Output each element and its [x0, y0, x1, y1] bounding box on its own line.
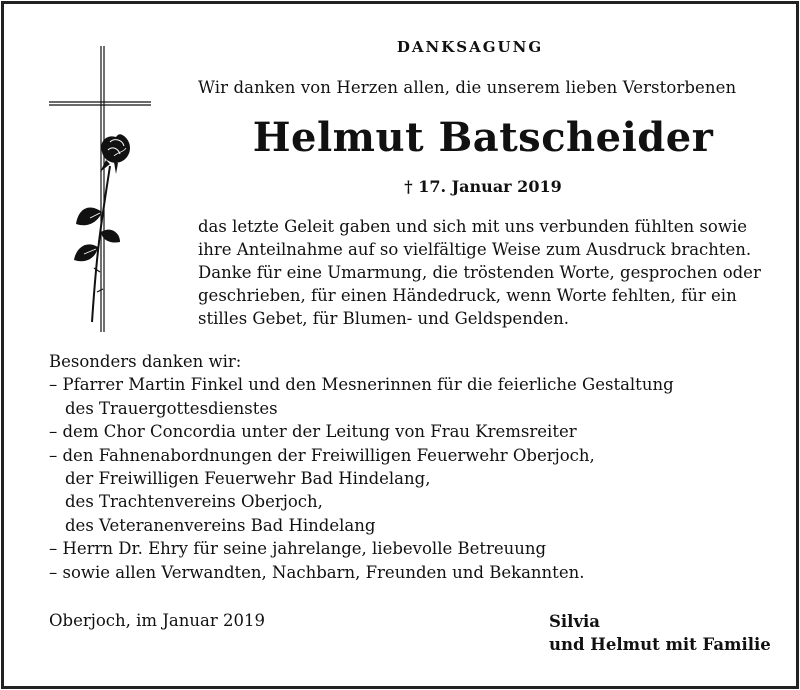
special-thanks-section	[49, 350, 769, 584]
obituary-notice	[1, 1, 799, 689]
thanks-line: stilles Gebet, für Blumen- und Geldspenden.	[198, 309, 570, 328]
signature-line: Silvia	[549, 612, 600, 631]
special-thanks-item: – Pfarrer Martin Finkel und den Mesnerinnen für die feierliche Gestaltung	[49, 375, 674, 395]
thanks-line: geschrieben, für einen Händedruck, wenn Worte fehlten, für ein	[198, 286, 737, 305]
special-thanks-item-continuation: der Freiwilligen Feuerwehr Bad Hindelang,	[65, 469, 431, 489]
special-thanks-item-continuation: des Veteranenvereins Bad Hindelang	[65, 515, 376, 535]
special-thanks-item-continuation: des Trachtenvereins Oberjoch,	[65, 492, 323, 512]
place-date: Oberjoch, im Januar 2019	[49, 611, 265, 630]
thanks-line: Danke für eine Umarmung, die tröstenden Worte, gesprochen oder	[198, 263, 761, 282]
deceased-name: Helmut Batscheider	[252, 114, 714, 161]
cross-with-rose-icon	[44, 42, 159, 342]
intro-text: Wir danken von Herzen allen, die unserem lieben Verstorbenen	[198, 78, 737, 97]
special-thanks-item: – sowie allen Verwandten, Nachbarn, Freunden und Bekannten.	[49, 562, 585, 582]
special-thanks-item-continuation: des Trauergottesdienstes	[65, 398, 278, 418]
special-thanks-heading: Besonders danken wir:	[49, 352, 242, 371]
special-thanks-item: – Herrn Dr. Ehry für seine jahrelange, liebevolle Betreuung	[49, 539, 547, 559]
special-thanks-item: – den Fahnenabordnungen der Freiwilligen Feuerwehr Oberjoch,	[49, 445, 595, 465]
thanks-line: ihre Anteilnahme auf so vielfältige Weise zum Ausdruck brachten.	[198, 240, 752, 259]
thanks-line: das letzte Geleit gaben und sich mit uns verbunden fühlten sowie	[198, 217, 747, 236]
special-thanks-item: – dem Chor Concordia unter der Leitung von Frau Kremsreiter	[49, 422, 577, 442]
thanks-paragraph	[198, 215, 768, 330]
death-date: † 17. Januar 2019	[404, 177, 562, 196]
notice-heading: DANKSAGUNG	[396, 38, 544, 56]
signature	[549, 610, 771, 656]
signature-line: und Helmut mit Familie	[549, 635, 771, 654]
